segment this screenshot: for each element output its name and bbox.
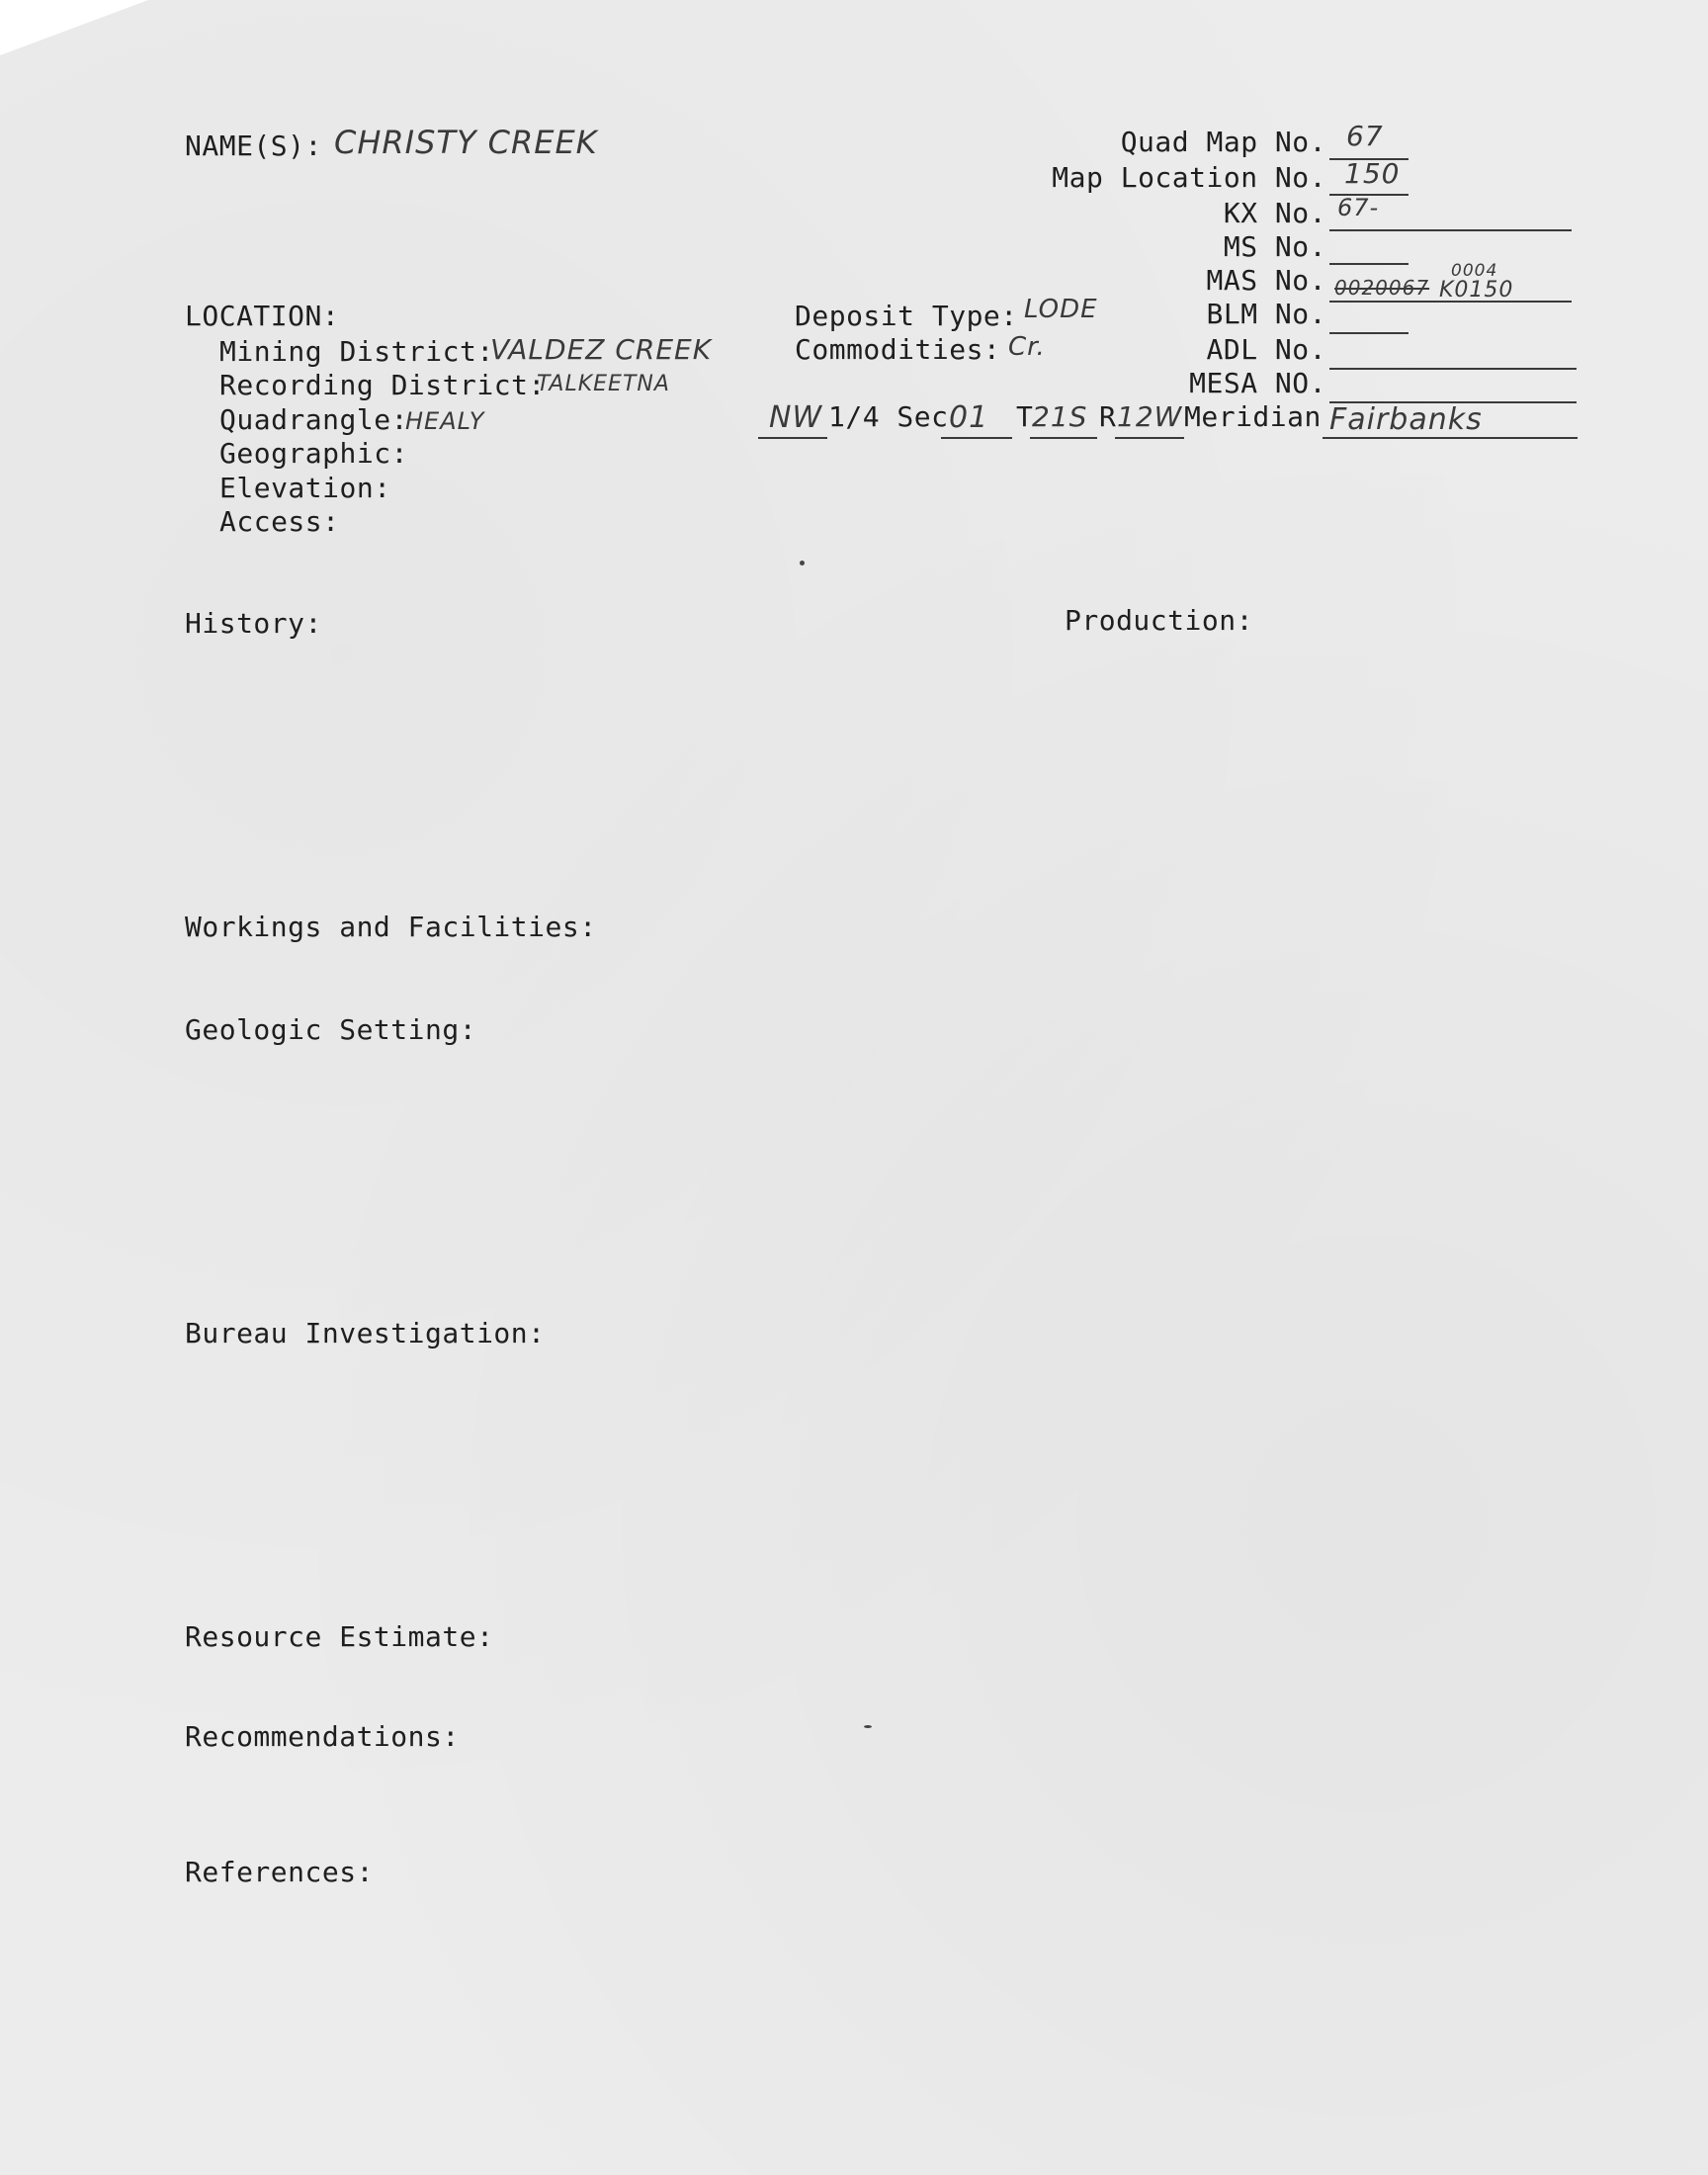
quadrangle-value: HEALY [405,407,485,435]
geologic-heading: Geologic Setting: [185,1013,477,1046]
mining-district-value: VALDEZ CREEK [490,333,713,366]
production-heading: Production: [1065,604,1253,637]
kx-underline [1329,229,1572,231]
blm-underline [1329,332,1409,334]
range-prefix: R [1099,400,1117,433]
quarter-label: 1/4 Sec [828,400,949,433]
mas-underline [1329,301,1572,303]
deposit-type-label: Deposit Type: [795,300,1018,332]
recommendations-heading: Recommendations: [185,1720,460,1753]
deposit-type-value: LODE [1024,295,1098,324]
location-heading: LOCATION: [185,300,340,332]
mas-label: MAS No. [1206,264,1326,297]
folded-corner [0,0,148,55]
recording-district-value: TALKEETNA [537,372,670,396]
mas-value: 0020067 [1334,276,1430,300]
range-value: 12W [1117,400,1183,433]
workings-heading: Workings and Facilities: [185,911,597,943]
resource-heading: Resource Estimate: [185,1620,494,1653]
recording-district-label: Recording District: [219,369,546,401]
adl-underline [1329,368,1577,370]
township-value: 21S [1032,400,1088,433]
commodities-value: Cr. [1008,332,1046,362]
quarter-underline [758,437,827,439]
history-heading: History: [185,607,322,640]
meridian-underline [1323,437,1578,439]
meridian-value: Fairbanks [1329,402,1483,437]
names-value: CHRISTY CREEK [334,124,598,161]
scan-speck [864,1725,872,1728]
elevation-label: Elevation: [219,472,391,504]
quad-map-label: Quad Map No. [1120,126,1326,158]
geographic-label: Geographic: [219,437,408,470]
map-location-label: Map Location No. [1052,161,1326,194]
adl-label: ADL No. [1206,333,1326,366]
township-prefix: T [1016,400,1034,433]
blm-label: BLM No. [1206,298,1326,330]
mas-value-k: K0150 [1439,278,1514,303]
section-value: 01 [949,400,989,435]
mesa-label: MESA NO. [1189,367,1326,399]
kx-value: 67- [1337,194,1380,221]
bureau-heading: Bureau Investigation: [185,1317,546,1349]
commodities-label: Commodities: [795,333,1001,366]
range-underline [1115,437,1184,439]
quad-map-value: 67 [1346,120,1384,152]
quadrangle-label: Quadrangle: [219,403,408,436]
access-label: Access: [219,505,340,538]
quarter-value: NW [769,400,823,435]
mas-value-superscript: 0004 [1451,261,1498,281]
township-underline [1030,437,1097,439]
meridian-label: Meridian [1184,400,1322,433]
names-label: NAME(S): [185,130,322,162]
kx-label: KX No. [1223,197,1326,229]
map-location-value: 150 [1344,157,1401,190]
ms-underline [1329,263,1409,265]
scan-speck [800,561,805,566]
ms-label: MS No. [1223,230,1326,263]
mining-district-label: Mining District: [219,335,494,368]
references-heading: References: [185,1856,374,1888]
section-underline [941,437,1012,439]
